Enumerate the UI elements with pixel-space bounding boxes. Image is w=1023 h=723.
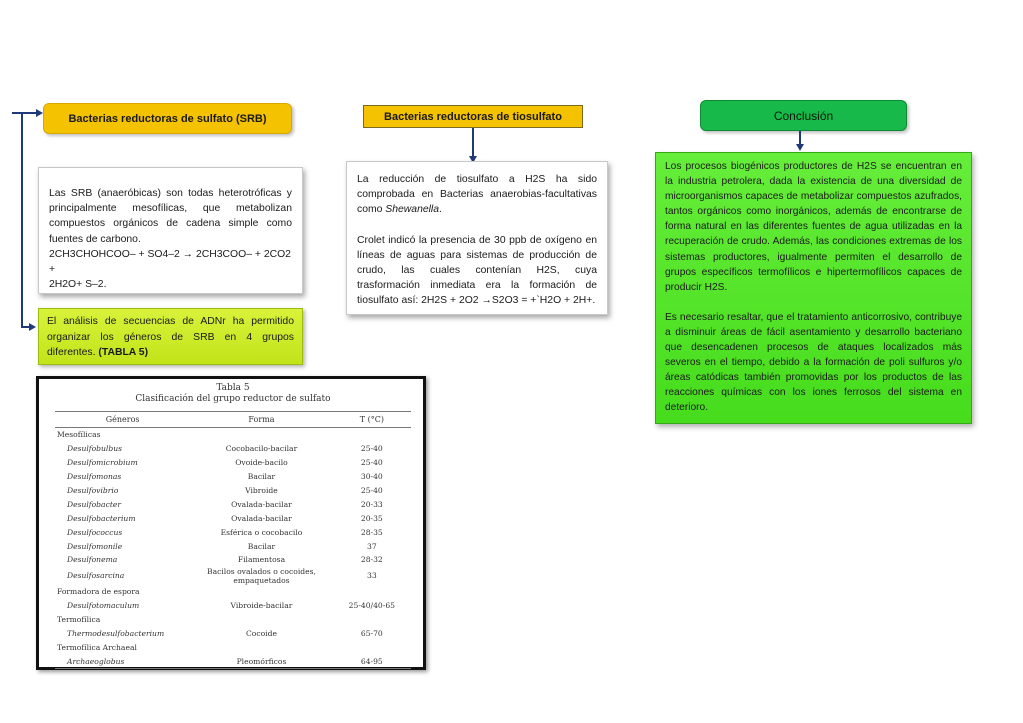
table-row xyxy=(55,456,411,470)
tiosulfato-para2: Crolet indicó la presencia de 30 ppb de oxígeno en líneas de aguas para sistemas de producción de crudo, las cuales contenían H2S, cuya trasformación inmediata era la formación de tiosulfato así: 2H2S + 2O2 →S2O3 = +`H2O + 2H+. xyxy=(357,234,597,307)
genus-cell: Desulfotomaculum xyxy=(67,601,140,611)
conclusion-header: Conclusión xyxy=(700,100,907,131)
temp-cell: 65-70 xyxy=(360,629,383,639)
form-cell: Ovoide-bacilo xyxy=(235,458,288,468)
form-cell: Cocobacilo-bacilar xyxy=(225,444,298,454)
srb-header: Bacterias reductoras de sulfato (SRB) xyxy=(43,103,292,134)
form-cell: Bacilos ovalados o cocoides, empaquetados xyxy=(207,566,316,585)
table-row xyxy=(55,470,411,484)
table-row xyxy=(55,511,411,525)
form-cell: Pleomórficos xyxy=(190,654,332,668)
group-name: Termofílica xyxy=(57,615,101,625)
form-cell: Filamentosa xyxy=(237,555,286,565)
temp-cell: 25-40 xyxy=(360,458,383,468)
table-row xyxy=(55,497,411,511)
table5-header-row xyxy=(55,412,411,428)
srb-equation xyxy=(49,247,292,293)
form-cell: Bacilar xyxy=(247,472,276,482)
tiosulfato-para1-end: . xyxy=(439,204,442,216)
tiosulfato-header: Bacterias reductoras de tiosulfato xyxy=(363,105,583,128)
temp-cell: 33 xyxy=(366,571,377,581)
temp-cell: 28-35 xyxy=(360,527,383,537)
conclusion-connector xyxy=(799,131,801,145)
form-cell: Ovalada-bacilar xyxy=(231,499,292,509)
group-name: Mesofílicas xyxy=(57,430,101,440)
form-cell: Vibroide-bacilar xyxy=(230,601,293,611)
table-row xyxy=(55,553,411,567)
srb-analysis-text: El análisis de secuencias de ADNr ha permitido organizar los géneros de SRB en 4 grupos diferentes. xyxy=(47,316,294,358)
table-row xyxy=(55,567,411,585)
bracket-vertical xyxy=(21,112,23,328)
temp-cell: 30-40 xyxy=(360,472,383,482)
table5-subtitle: Clasificación del grupo reductor de sulfato xyxy=(135,394,331,404)
tiosulfato-connector xyxy=(472,128,474,158)
group-name: Formadora de espora xyxy=(57,587,140,597)
genus-cell: Desulfococcus xyxy=(67,527,123,537)
table-row xyxy=(55,442,411,456)
form-cell: Bacilar xyxy=(247,541,276,551)
form-cell: Esférica o cocobacilo xyxy=(220,527,303,537)
conclusion-box xyxy=(655,152,972,424)
form-cell: Cocoide xyxy=(245,629,277,639)
temp-cell: 37 xyxy=(366,541,377,551)
genus-cell: Desulfosarcina xyxy=(67,571,125,581)
srb-equation-line1: 2CH3CHOHCOO– + SO4–2 → 2CH3COO– + 2CO2 + xyxy=(49,248,291,276)
genus-cell: Desulfovibrio xyxy=(67,486,119,495)
temp-cell: 20-33 xyxy=(360,499,383,509)
srb-analysis-box xyxy=(38,308,303,365)
table-group-row xyxy=(55,428,411,442)
arrowhead-down-icon xyxy=(796,144,804,151)
temp-cell: 25-40 xyxy=(360,444,383,454)
form-cell: Ovalada-bacilar xyxy=(231,513,292,523)
conclusion-para1: Los procesos biogénicos productores de H2S se encuentran en la industria petrolera, dada la existencia de una diversidad de microorganismos capaces de metabolizar compuestos azufrados, tantos orgánicos como inorgánicos, además de encontrarse de forma natural en las diferentes fuentes de agua utilizadas en la recuperación de crudo. Además, las condiciones extremas de los sistemas productores, igualmente permiten el desarrollo de grupos específicos termofílicos e hipertermofílicos capaces de producir H2S. xyxy=(665,161,962,293)
genus-cell: Desulfonema xyxy=(67,555,118,565)
table-row xyxy=(55,525,411,539)
temp-cell: 64-95 xyxy=(333,654,411,668)
species-name: Shewanella xyxy=(385,204,440,216)
table-group-row xyxy=(55,640,411,654)
genus-cell: Desulfomonile xyxy=(67,541,123,551)
temp-cell: 20-35 xyxy=(360,513,383,523)
temp-cell: 25-40 xyxy=(360,486,383,495)
genus-cell: Desulfobacterium xyxy=(67,513,136,523)
arrowhead-right-icon xyxy=(29,323,36,331)
tiosulfato-box xyxy=(346,161,608,315)
srb-description: Las SRB (anaeróbicas) son todas heterotróficas y principalmente mesofílicas, que metabolizan compuestos orgánicos de cadena simple como fuentes de carbono. xyxy=(49,188,292,245)
table-row xyxy=(55,627,411,641)
temp-cell: 28-32 xyxy=(360,555,383,565)
genus-cell: Archaeoglobus xyxy=(55,654,190,668)
genus-cell: Thermodesulfobacterium xyxy=(67,629,165,639)
table5-col-genus: Géneros xyxy=(55,412,190,428)
conclusion-para2: Es necesario resaltar, que el tratamiento anticorrosivo, contribuye a disminuir áreas de fácil asentamiento y desarrollo bacteriano que desencadenen procesos de ataques localizados más severos en el tiempo, debido a la formación de poli sulfuros y/o áreas catódicas también promovidas por los productos de las reacciones químicas con los iones ferrosos del sistema en deterioro. xyxy=(665,311,962,414)
srb-description-box xyxy=(38,167,303,294)
table5-col-temp: T (°C) xyxy=(333,412,411,428)
tiosulfato-para1-text: La reducción de tiosulfato a H2S ha sido comprobada en Bacterias anaerobias-facultativas como xyxy=(357,174,597,216)
table5-col-form: Forma xyxy=(190,412,332,428)
table-row xyxy=(55,599,411,613)
table-row xyxy=(55,484,411,498)
srb-equation-line2: 2H2O+ S–2. xyxy=(49,279,107,291)
arrowhead-right-icon xyxy=(36,109,43,117)
table5-title: Tabla 5 xyxy=(216,383,250,393)
table-group-row xyxy=(55,613,411,627)
form-cell: Vibroide xyxy=(245,486,278,495)
table5-figure xyxy=(36,376,426,670)
genus-cell: Desulfomonas xyxy=(67,472,122,482)
table-group-row xyxy=(55,585,411,599)
group-name: Termofílica Archaeal xyxy=(57,642,137,652)
table5 xyxy=(55,411,411,669)
genus-cell: Desulfobacter xyxy=(67,499,121,509)
tiosulfato-para1 xyxy=(357,172,597,218)
srb-analysis xyxy=(47,314,294,361)
temp-cell: 25-40/40-65 xyxy=(348,601,395,611)
genus-cell: Desulfomicrobium xyxy=(67,458,138,468)
table-row xyxy=(55,539,411,553)
table-reference[interactable]: (TABLA 5) xyxy=(98,347,149,358)
genus-cell: Desulfobulbus xyxy=(67,444,123,454)
table-row xyxy=(55,654,411,668)
